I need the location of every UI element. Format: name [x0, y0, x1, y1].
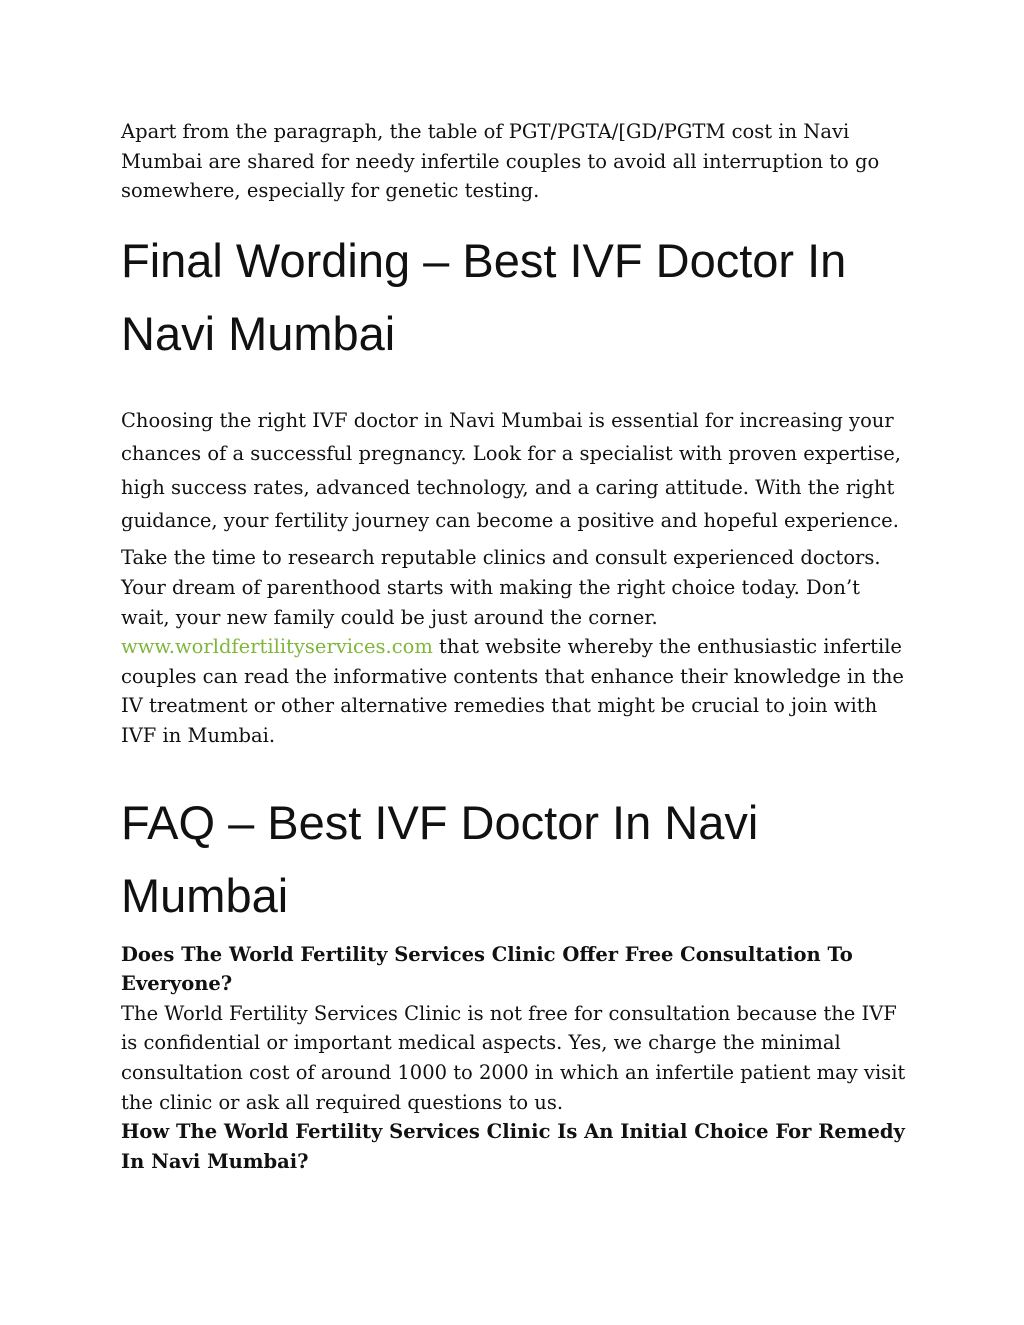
intro-paragraph: Apart from the paragraph, the table of PGT/PGTA/[GD/PGTM cost in Navi Mumbai are shared for needy infertile couples to avoid all interruption to go somewhere, especially for genetic testing. — [121, 120, 880, 203]
faq-answer-1: The World Fertility Services Clinic is not free for consultation because the IVF is confidential or important medical aspects. Yes, we charge the minimal consultation cost of around 1000 to 2000 in which an infertile patient may visit the clinic or ask all required questions to us. — [121, 1001, 906, 1114]
heading-final-wording: Final Wording – Best IVF Doctor In Navi Mumbai — [121, 233, 847, 360]
heading-faq: FAQ – Best IVF Doctor In Navi Mumbai — [121, 795, 759, 922]
faq-list — [121, 940, 911, 1177]
final-wording-paragraph: Choosing the right IVF doctor in Navi Mumbai is essential for increasing your chances of a successful pregnancy. Look for a specialist with proven expertise, high success rates, advanced technology, and a caring attitude. With the right guidance, your fertility journey can become a positive and hopeful experience. — [121, 408, 901, 532]
website-description: that website whereby the enthusiastic infertile couples can read the informative contents that enhance their knowledge in the IV treatment or other alternative remedies that might be crucial to join with IVF in Mumbai. — [121, 635, 904, 747]
website-link[interactable]: www.worldfertilityservices.com — [121, 635, 433, 659]
final-wording-paragraph-2: Take the time to research reputable clinics and consult experienced doctors. Your dream of parenthood starts with making the right choice today. Don’t wait, your new family could be just around the corner. — [121, 546, 881, 629]
document-page — [121, 117, 911, 1176]
faq-question-2: How The World Fertility Services Clinic Is An Initial Choice For Remedy In Navi Mumbai? — [121, 1120, 905, 1173]
website-paragraph — [121, 543, 911, 750]
faq-question-1: Does The World Fertility Services Clinic Offer Free Consultation To Everyone? — [121, 942, 853, 996]
